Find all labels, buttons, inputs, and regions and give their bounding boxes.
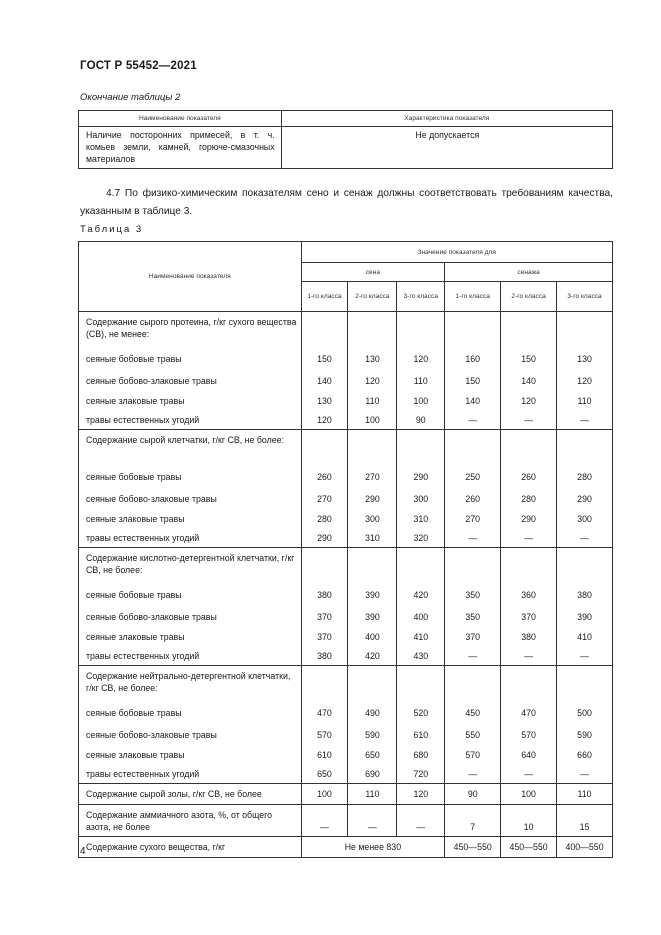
table3-value-cell: 100 bbox=[397, 391, 445, 412]
table3-row-name: Содержание аммиачного азота, %, от общего азота, не более bbox=[79, 805, 302, 837]
table3-row bbox=[79, 725, 613, 745]
table3-value-cell: 280 bbox=[301, 509, 348, 530]
table3-row-name: Содержание сухого вещества, г/кг bbox=[79, 837, 302, 858]
table3-cell-empty bbox=[557, 666, 613, 702]
table3-value-cell: 350 bbox=[445, 584, 501, 607]
table3-group-title: Содержание сырой клетчатки, г/кг СВ, не более: bbox=[79, 430, 302, 466]
table3-value-cell: — bbox=[501, 766, 557, 784]
table3-row-name: сеяные бобовые травы bbox=[79, 348, 302, 371]
table3-row bbox=[79, 509, 613, 530]
table3-row-name: травы естественных угодий bbox=[79, 530, 302, 548]
table3-row-dry-matter bbox=[79, 837, 613, 858]
table3-value-cell: 360 bbox=[501, 584, 557, 607]
table3-value-cell: 300 bbox=[557, 509, 613, 530]
table2-header-name: Наименование показателя bbox=[79, 111, 282, 127]
table3-value-cell: Не менее 830 bbox=[301, 837, 445, 858]
table3-class-header: 1-го класса bbox=[301, 282, 348, 312]
table3-cell-empty bbox=[501, 430, 557, 466]
table3-row bbox=[79, 391, 613, 412]
table3-value-cell: 720 bbox=[397, 766, 445, 784]
table3-value-cell: 380 bbox=[501, 627, 557, 648]
table3-group-title-row bbox=[79, 430, 613, 466]
paragraph-4-7: 4.7 По физико-химическим показателям сено и сенаж должны соответствовать требованиям качества, указанным в таблице 3. bbox=[80, 188, 613, 217]
table3-value-cell: 610 bbox=[301, 745, 348, 766]
table3-cell-empty bbox=[557, 312, 613, 348]
table3-value-cell: 130 bbox=[301, 391, 348, 412]
table3-row bbox=[79, 348, 613, 371]
table3-row bbox=[79, 745, 613, 766]
table3-row-ash bbox=[79, 784, 613, 805]
table3-group-title-row bbox=[79, 312, 613, 348]
table3-value-cell: — bbox=[445, 766, 501, 784]
table3-value-cell: — bbox=[557, 648, 613, 666]
table3-group-title: Содержание сырого протеина, г/кг сухого вещества (СВ), не менее: bbox=[79, 312, 302, 348]
table3-value-cell: 120 bbox=[348, 371, 397, 391]
table3-header-value: Значение показателя для bbox=[301, 242, 612, 263]
table3-row-name: сеяные злаковые травы bbox=[79, 627, 302, 648]
table3-row-name: Содержание сырой золы, г/кг СВ, не более bbox=[79, 784, 302, 805]
table3-value-cell: 420 bbox=[348, 648, 397, 666]
table3-header-name: Наименование показателя bbox=[79, 242, 302, 312]
table3-cell-empty bbox=[301, 312, 348, 348]
table3-value-cell: 150 bbox=[501, 348, 557, 371]
table3-value-cell: — bbox=[301, 805, 348, 837]
table-3 bbox=[78, 241, 613, 858]
table3-value-cell: 550 bbox=[445, 725, 501, 745]
table3-value-cell: 290 bbox=[348, 489, 397, 509]
table3-row bbox=[79, 412, 613, 430]
table3-group-title: Содержание кислотно-детергентной клетчатки, г/кг СВ, не более: bbox=[79, 548, 302, 584]
table3-value-cell: 150 bbox=[445, 371, 501, 391]
table3-row-name: сеяные бобовые травы bbox=[79, 702, 302, 725]
table3-row-name: сеяные злаковые травы bbox=[79, 745, 302, 766]
table3-value-cell: 350 bbox=[445, 607, 501, 627]
table3-value-cell: 15 bbox=[557, 805, 613, 837]
table3-value-cell: 300 bbox=[348, 509, 397, 530]
table3-value-cell: 290 bbox=[301, 530, 348, 548]
table3-value-cell: — bbox=[445, 530, 501, 548]
table3-cell-empty bbox=[501, 666, 557, 702]
table3-row bbox=[79, 607, 613, 627]
table3-value-cell: 310 bbox=[397, 509, 445, 530]
table3-value-cell: — bbox=[397, 805, 445, 837]
table3-value-cell: 420 bbox=[397, 584, 445, 607]
table3-header-senazh: сенажа bbox=[445, 263, 613, 282]
table3-value-cell: 500 bbox=[557, 702, 613, 725]
table3-row-name: сеяные злаковые травы bbox=[79, 391, 302, 412]
table3-value-cell: — bbox=[557, 412, 613, 430]
table3-value-cell: 100 bbox=[501, 784, 557, 805]
table3-cell-empty bbox=[397, 548, 445, 584]
table3-value-cell: — bbox=[501, 648, 557, 666]
table3-value-cell: 90 bbox=[397, 412, 445, 430]
table3-row-name: сеяные бобово-злаковые травы bbox=[79, 371, 302, 391]
table3-value-cell: 310 bbox=[348, 530, 397, 548]
table3-row-name: травы естественных угодий bbox=[79, 412, 302, 430]
table3-value-cell: 400 bbox=[348, 627, 397, 648]
table3-value-cell: 400—550 bbox=[557, 837, 613, 858]
table3-value-cell: 290 bbox=[397, 466, 445, 489]
table3-row-name: травы естественных угодий bbox=[79, 648, 302, 666]
table3-row-name: сеяные бобово-злаковые травы bbox=[79, 725, 302, 745]
table3-value-cell: 7 bbox=[445, 805, 501, 837]
table3-value-cell: 110 bbox=[557, 391, 613, 412]
table3-value-cell: 100 bbox=[348, 412, 397, 430]
table3-cell-empty bbox=[445, 666, 501, 702]
table3-value-cell: 110 bbox=[348, 784, 397, 805]
table3-value-cell: 470 bbox=[501, 702, 557, 725]
table3-cell-empty bbox=[397, 312, 445, 348]
page-number: 4 bbox=[80, 846, 86, 857]
table3-value-cell: 640 bbox=[501, 745, 557, 766]
table3-value-cell: 140 bbox=[445, 391, 501, 412]
table3-cell-empty bbox=[501, 312, 557, 348]
table3-class-header: 3-го класса bbox=[397, 282, 445, 312]
table3-value-cell: 370 bbox=[301, 607, 348, 627]
table3-value-cell: 490 bbox=[348, 702, 397, 725]
table3-row-name: травы естественных угодий bbox=[79, 766, 302, 784]
table3-value-cell: 110 bbox=[557, 784, 613, 805]
table3-row bbox=[79, 584, 613, 607]
table3-value-cell: 270 bbox=[348, 466, 397, 489]
table3-value-cell: 100 bbox=[301, 784, 348, 805]
table3-value-cell: — bbox=[445, 648, 501, 666]
table3-value-cell: 450 bbox=[445, 702, 501, 725]
table3-value-cell: 90 bbox=[445, 784, 501, 805]
table3-value-cell: 120 bbox=[301, 412, 348, 430]
table3-value-cell: 110 bbox=[397, 371, 445, 391]
table3-value-cell: 260 bbox=[445, 489, 501, 509]
table3-row bbox=[79, 766, 613, 784]
table3-caption: Таблица 3 bbox=[80, 224, 144, 235]
table3-value-cell: 370 bbox=[445, 627, 501, 648]
table3-group-title-row bbox=[79, 548, 613, 584]
table3-value-cell: 150 bbox=[301, 348, 348, 371]
table3-row bbox=[79, 702, 613, 725]
table3-value-cell: 320 bbox=[397, 530, 445, 548]
table3-value-cell: — bbox=[557, 766, 613, 784]
table3-value-cell: — bbox=[557, 530, 613, 548]
table3-cell-empty bbox=[445, 312, 501, 348]
table3-value-cell: 650 bbox=[301, 766, 348, 784]
table3-cell-empty bbox=[445, 430, 501, 466]
table3-row-name: сеяные бобово-злаковые травы bbox=[79, 489, 302, 509]
document-code: ГОСТ Р 55452—2021 bbox=[80, 60, 197, 72]
table3-value-cell: 590 bbox=[557, 725, 613, 745]
table3-value-cell: 280 bbox=[501, 489, 557, 509]
table3-cell-empty bbox=[557, 548, 613, 584]
table3-group-title: Содержание нейтрально-детергентной клетчатки, г/кг СВ, не более: bbox=[79, 666, 302, 702]
table3-row bbox=[79, 466, 613, 489]
table3-row-name: сеяные злаковые травы bbox=[79, 509, 302, 530]
table3-value-cell: 140 bbox=[301, 371, 348, 391]
table3-cell-empty bbox=[301, 430, 348, 466]
table2-row-name: Наличие посторонних примесей, в т. ч. комьев земли, камней, горюче-смазочных материалов bbox=[79, 127, 282, 169]
table3-value-cell: 610 bbox=[397, 725, 445, 745]
table3-row-name: сеяные бобовые травы bbox=[79, 584, 302, 607]
table3-value-cell: 570 bbox=[445, 745, 501, 766]
table3-value-cell: 390 bbox=[557, 607, 613, 627]
table3-value-cell: 120 bbox=[397, 348, 445, 371]
table3-class-header: 1-го класса bbox=[445, 282, 501, 312]
table3-value-cell: 120 bbox=[557, 371, 613, 391]
table3-value-cell: 290 bbox=[501, 509, 557, 530]
table3-value-cell: — bbox=[445, 412, 501, 430]
table3-value-cell: 380 bbox=[301, 584, 348, 607]
table3-value-cell: 120 bbox=[501, 391, 557, 412]
table3-group-title-row bbox=[79, 666, 613, 702]
table3-cell-empty bbox=[445, 548, 501, 584]
table3-value-cell: 10 bbox=[501, 805, 557, 837]
table3-cell-empty bbox=[348, 430, 397, 466]
table3-cell-empty bbox=[348, 548, 397, 584]
table3-value-cell: 250 bbox=[445, 466, 501, 489]
table3-row-name: сеяные бобовые травы bbox=[79, 466, 302, 489]
table3-value-cell: 470 bbox=[301, 702, 348, 725]
table3-value-cell: 450—550 bbox=[501, 837, 557, 858]
table3-value-cell: 570 bbox=[301, 725, 348, 745]
table3-value-cell: 390 bbox=[348, 584, 397, 607]
table3-value-cell: 650 bbox=[348, 745, 397, 766]
table3-value-cell: 260 bbox=[501, 466, 557, 489]
table-2 bbox=[78, 110, 613, 169]
table3-value-cell: 410 bbox=[557, 627, 613, 648]
table3-row bbox=[79, 627, 613, 648]
table3-row bbox=[79, 489, 613, 509]
table3-row bbox=[79, 371, 613, 391]
table3-class-header: 2-го класса bbox=[501, 282, 557, 312]
table3-cell-empty bbox=[397, 430, 445, 466]
table3-cell-empty bbox=[501, 548, 557, 584]
table3-value-cell: — bbox=[501, 412, 557, 430]
table3-value-cell: 430 bbox=[397, 648, 445, 666]
table3-value-cell: 590 bbox=[348, 725, 397, 745]
table3-value-cell: — bbox=[501, 530, 557, 548]
table3-cell-empty bbox=[301, 548, 348, 584]
table2-caption: Окончание таблицы 2 bbox=[80, 92, 181, 103]
table3-row-name: сеяные бобово-злаковые травы bbox=[79, 607, 302, 627]
table3-value-cell: 270 bbox=[301, 489, 348, 509]
table3-value-cell: 300 bbox=[397, 489, 445, 509]
table3-value-cell: 370 bbox=[501, 607, 557, 627]
table3-cell-empty bbox=[557, 430, 613, 466]
table3-value-cell: 270 bbox=[445, 509, 501, 530]
table3-class-header: 2-го класса bbox=[348, 282, 397, 312]
table3-value-cell: — bbox=[348, 805, 397, 837]
table3-cell-empty bbox=[301, 666, 348, 702]
table2-header-characteristic: Характеристика показателя bbox=[281, 111, 612, 127]
table3-value-cell: 140 bbox=[501, 371, 557, 391]
table3-value-cell: 370 bbox=[301, 627, 348, 648]
table3-value-cell: 400 bbox=[397, 607, 445, 627]
table3-value-cell: 120 bbox=[397, 784, 445, 805]
table3-row bbox=[79, 648, 613, 666]
table3-row-ammonia bbox=[79, 805, 613, 837]
table2-row-value: Не допускается bbox=[281, 127, 612, 169]
table3-cell-empty bbox=[348, 666, 397, 702]
table3-value-cell: 570 bbox=[501, 725, 557, 745]
table3-header-seno: сена bbox=[301, 263, 445, 282]
table3-cell-empty bbox=[348, 312, 397, 348]
table3-value-cell: 520 bbox=[397, 702, 445, 725]
table3-class-header: 3-го класса bbox=[557, 282, 613, 312]
table3-value-cell: 130 bbox=[557, 348, 613, 371]
table3-value-cell: 260 bbox=[301, 466, 348, 489]
table3-value-cell: 660 bbox=[557, 745, 613, 766]
table3-cell-empty bbox=[397, 666, 445, 702]
table3-value-cell: 290 bbox=[557, 489, 613, 509]
table3-value-cell: 280 bbox=[557, 466, 613, 489]
table3-value-cell: 380 bbox=[557, 584, 613, 607]
table3-value-cell: 450—550 bbox=[445, 837, 501, 858]
table3-value-cell: 410 bbox=[397, 627, 445, 648]
table3-value-cell: 390 bbox=[348, 607, 397, 627]
table3-row bbox=[79, 530, 613, 548]
table3-value-cell: 380 bbox=[301, 648, 348, 666]
table3-value-cell: 110 bbox=[348, 391, 397, 412]
table3-value-cell: 680 bbox=[397, 745, 445, 766]
table3-value-cell: 160 bbox=[445, 348, 501, 371]
table3-value-cell: 690 bbox=[348, 766, 397, 784]
table3-value-cell: 130 bbox=[348, 348, 397, 371]
